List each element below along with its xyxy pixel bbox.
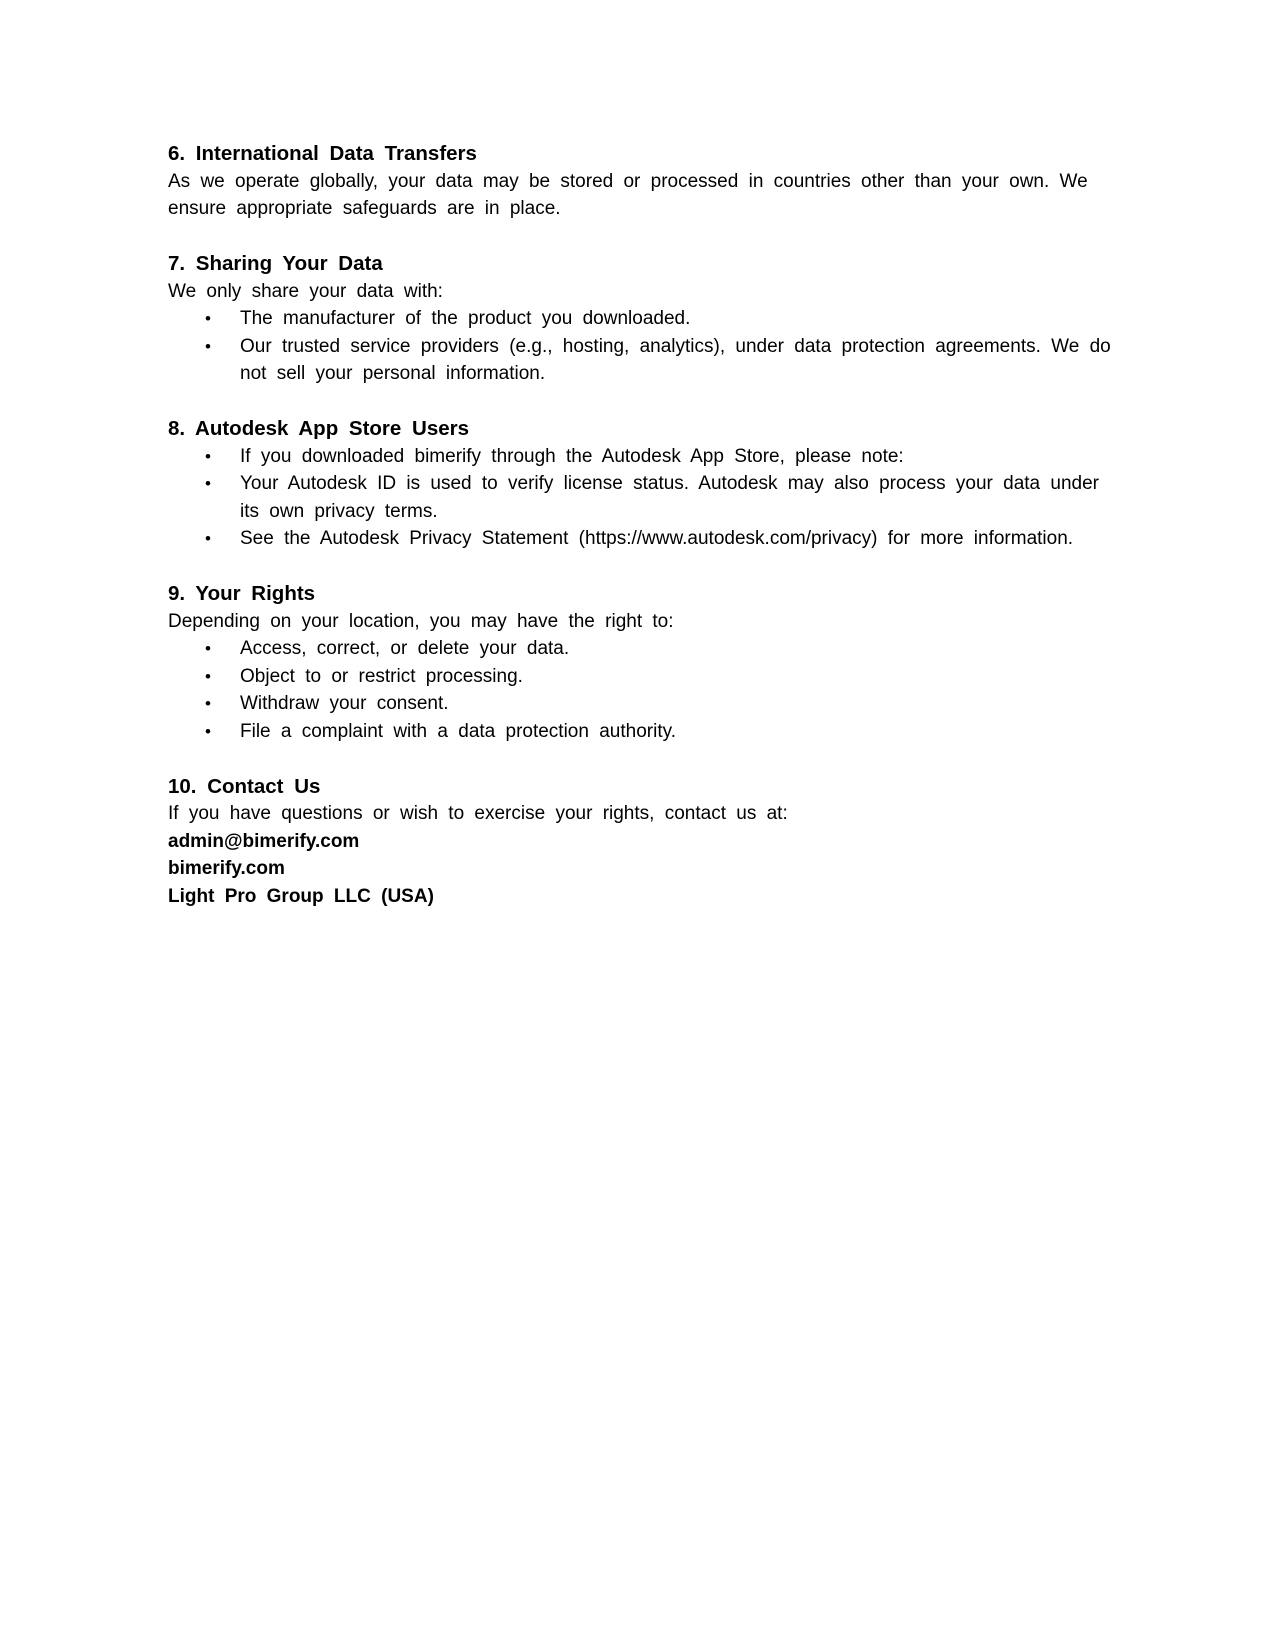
section-heading: 10. Contact Us	[168, 774, 321, 798]
bullet-list	[168, 443, 1112, 553]
bullet-text: Object to or restrict processing.	[240, 665, 523, 687]
section-sharing-your-data	[168, 250, 1112, 388]
section-autodesk-app-store-users	[168, 415, 1112, 553]
bullet-icon: •	[205, 639, 211, 658]
contact-email: admin@bimerify.com	[168, 830, 360, 852]
bullet-item	[168, 663, 1112, 691]
section-heading: 9. Your Rights	[168, 582, 316, 605]
bullet-icon: •	[205, 666, 211, 686]
bullet-icon: •	[205, 336, 211, 356]
bullet-icon: •	[205, 694, 211, 713]
section-heading: 6. International Data Transfers	[168, 142, 477, 165]
bullet-icon: •	[205, 309, 211, 328]
bullet-item	[168, 718, 1112, 746]
paragraph: Depending on your location, you may have the right to:	[168, 610, 674, 632]
bullet-icon: •	[205, 529, 211, 548]
paragraph: We only share your data with:	[168, 280, 443, 302]
bullet-item	[168, 635, 1112, 663]
bullet-item	[168, 305, 1112, 333]
bullet-text: Your Autodesk ID is used to verify license status. Autodesk may also process your data under its own privacy terms.	[240, 473, 1100, 522]
bullet-text: If you downloaded bimerify through the Autodesk App Store, please note:	[240, 445, 904, 467]
bullet-icon: •	[205, 446, 211, 466]
section-contact-us	[168, 773, 1112, 911]
section-heading: 7. Sharing Your Data	[168, 252, 383, 275]
section-heading: 8. Autodesk App Store Users	[168, 417, 469, 440]
bullet-text: The manufacturer of the product you downloaded.	[240, 308, 691, 329]
bullet-text: Access, correct, or delete your data.	[240, 638, 570, 659]
bullet-list	[168, 635, 1112, 745]
bullet-item	[168, 525, 1112, 553]
bullet-item	[168, 470, 1112, 525]
bullet-text: See the Autodesk Privacy Statement (https://www.autodesk.com/privacy) for more information.	[240, 528, 1074, 549]
bullet-text: Our trusted service providers (e.g., hosting, analytics), under data protection agreements. We do not sell your personal information.	[240, 335, 1111, 384]
paragraph: As we operate globally, your data may be stored or processed in countries other than your own. We ensure appropriate safeguards are in place.	[168, 170, 1088, 219]
bullet-icon: •	[205, 721, 211, 741]
contact-website: bimerify.com	[168, 858, 285, 879]
bullet-item	[168, 333, 1112, 388]
bullet-icon: •	[205, 474, 211, 493]
bullet-list	[168, 305, 1112, 388]
bullet-item	[168, 443, 1112, 471]
bullet-text: File a complaint with a data protection authority.	[240, 720, 676, 742]
contact-company: Light Pro Group LLC (USA)	[168, 885, 434, 907]
section-your-rights	[168, 580, 1112, 745]
bullet-item	[168, 690, 1112, 718]
bullet-text: Withdraw your consent.	[240, 693, 449, 714]
section-international-data-transfers	[168, 140, 1112, 223]
paragraph: If you have questions or wish to exercise your rights, contact us at:	[168, 803, 788, 824]
